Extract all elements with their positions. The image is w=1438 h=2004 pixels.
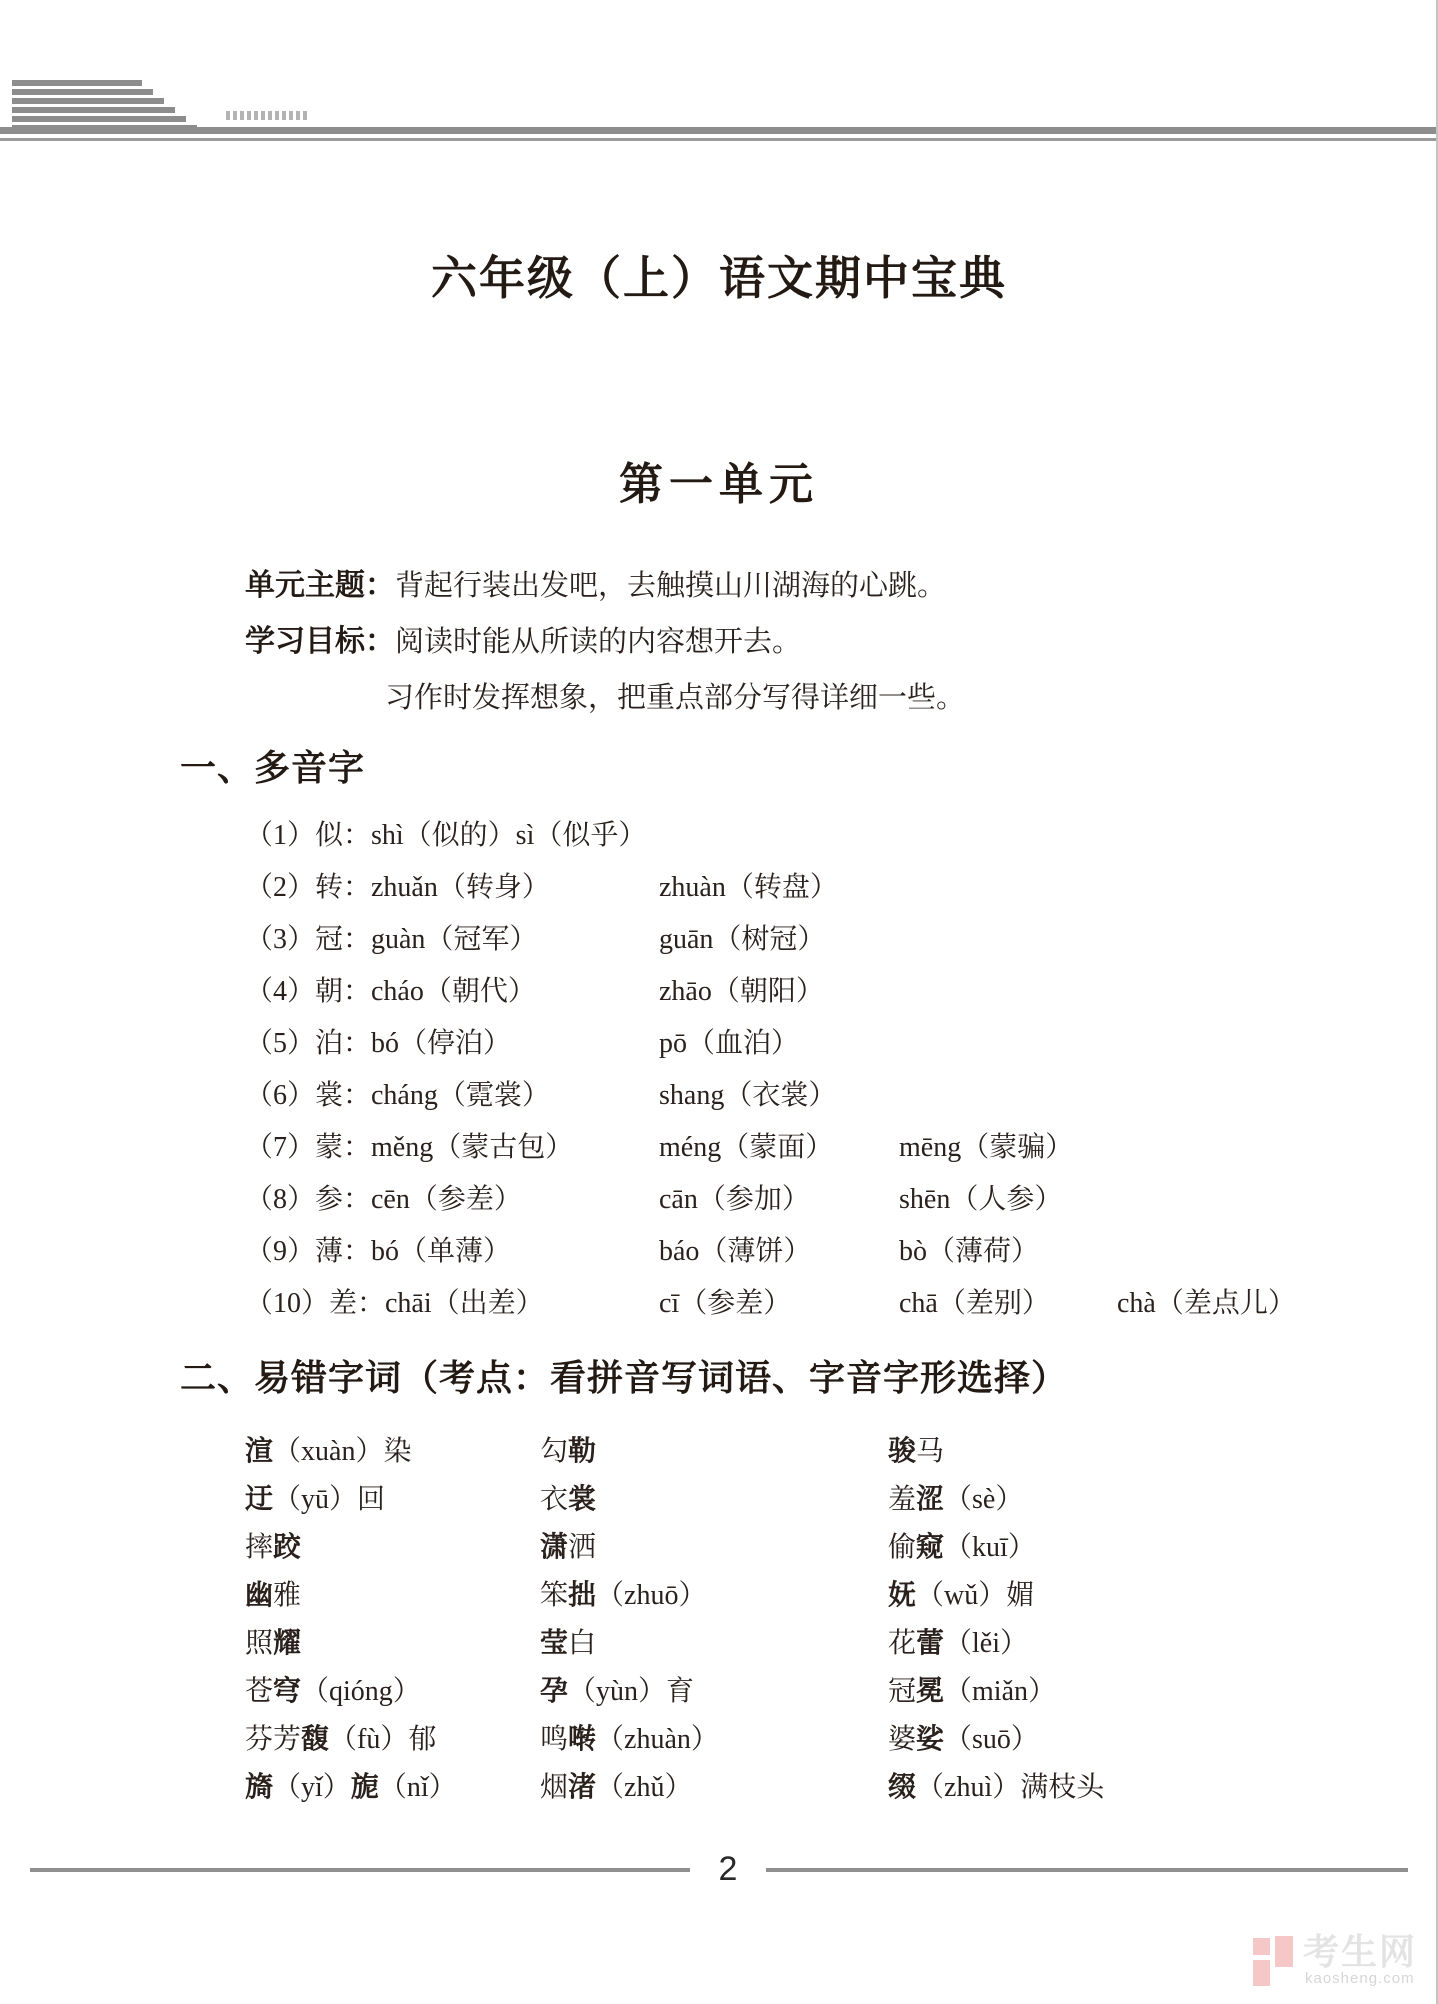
header-rule-thick bbox=[0, 127, 1438, 134]
page-number: 2 bbox=[718, 1850, 738, 1888]
unit-theme-line bbox=[245, 558, 1345, 614]
word-row bbox=[245, 1572, 1415, 1620]
watermark-domain: kaosheng.com bbox=[1305, 1970, 1415, 1987]
word-item: 笨拙（zhuō） bbox=[540, 1580, 707, 1611]
logo-block bbox=[1275, 1936, 1293, 1967]
polyphone-item bbox=[245, 862, 1415, 914]
word-item: 旖（yǐ）旎（nǐ） bbox=[245, 1772, 457, 1803]
word-row bbox=[245, 1476, 1415, 1524]
header-stripe bbox=[12, 98, 164, 104]
learning-goal-line bbox=[245, 614, 1345, 670]
polyphone-reading: zhuàn（转盘） bbox=[659, 872, 838, 903]
header-stripe bbox=[12, 80, 142, 86]
word-item: 偷窥（kuī） bbox=[888, 1532, 1036, 1563]
word-item: 衣裳 bbox=[540, 1484, 597, 1515]
word-item: 孕（yùn）育 bbox=[540, 1676, 695, 1707]
word-row bbox=[245, 1716, 1415, 1764]
polyphone-reading: （10）差：chāi（出差） bbox=[245, 1288, 544, 1319]
word-item: 骏马 bbox=[888, 1436, 945, 1467]
polyphone-reading: guān（树冠） bbox=[659, 924, 826, 955]
polyphone-reading: （6）裳：cháng（霓裳） bbox=[245, 1080, 550, 1111]
header-stripe bbox=[12, 89, 153, 95]
page-title: 六年级（上）语文期中宝典 bbox=[431, 252, 1007, 304]
word-row bbox=[245, 1620, 1415, 1668]
watermark-brand: 考生网 bbox=[1303, 1931, 1418, 1972]
header-rule-thin bbox=[0, 138, 1438, 141]
word-item: 摔跤 bbox=[245, 1532, 302, 1563]
polyphone-reading: shēn（人参） bbox=[899, 1184, 1063, 1215]
header-fine-print bbox=[226, 111, 308, 120]
learning-goal-label: 学习目标： bbox=[245, 625, 395, 658]
unit-theme-text: 背起行装出发吧，去触摸山川湖海的心跳。 bbox=[395, 570, 947, 602]
polyphone-reading: chā（差别） bbox=[899, 1288, 1050, 1319]
word-item: 缀（zhuì）满枝头 bbox=[888, 1772, 1105, 1803]
word-item: 迂（yū）回 bbox=[245, 1484, 386, 1515]
unit-theme-label: 单元主题： bbox=[245, 569, 395, 602]
polyphone-item bbox=[245, 914, 1415, 966]
word-item: 莹白 bbox=[540, 1628, 597, 1659]
section1-heading: 一、多音字 bbox=[180, 748, 366, 788]
logo-block bbox=[1253, 1960, 1270, 1986]
unit-title: 第一单元 bbox=[619, 460, 819, 509]
word-item: 芬芳馥（fù）郁 bbox=[245, 1724, 437, 1755]
word-item: 照耀 bbox=[245, 1628, 302, 1659]
polyphone-reading: （4）朝：cháo（朝代） bbox=[245, 976, 536, 1007]
word-grid bbox=[245, 1428, 1415, 1812]
polyphone-reading: báo（薄饼） bbox=[659, 1236, 812, 1267]
polyphone-item bbox=[245, 1122, 1415, 1174]
word-row bbox=[245, 1428, 1415, 1476]
polyphone-reading: （5）泊：bó（停泊） bbox=[245, 1028, 512, 1059]
section2-heading: 二、易错字词（考点：看拼音写词语、字音字形选择） bbox=[180, 1358, 1069, 1398]
kaosheng-logo-icon bbox=[1253, 1936, 1295, 1986]
polyphone-reading: méng（蒙面） bbox=[659, 1132, 834, 1163]
polyphone-list bbox=[245, 810, 1415, 1330]
word-item: 花蕾（lěi） bbox=[888, 1628, 1029, 1659]
polyphone-reading: cī（参差） bbox=[659, 1288, 792, 1319]
polyphone-reading: mēng（蒙骗） bbox=[899, 1132, 1074, 1163]
header-stripe bbox=[12, 107, 175, 113]
word-item: 羞涩（sè） bbox=[888, 1484, 1024, 1515]
word-item: 幽雅 bbox=[245, 1580, 302, 1611]
kaosheng-watermark bbox=[1253, 1931, 1423, 1992]
word-item: 冠冕（miǎn） bbox=[888, 1676, 1057, 1707]
footer-rule-right bbox=[766, 1868, 1408, 1872]
word-item: 妩（wǔ）媚 bbox=[888, 1580, 1035, 1611]
word-item: 苍穹（qióng） bbox=[245, 1676, 421, 1707]
word-item: 烟渚（zhǔ） bbox=[540, 1772, 693, 1803]
word-item: 潇洒 bbox=[540, 1532, 597, 1563]
polyphone-reading: zhāo（朝阳） bbox=[659, 976, 824, 1007]
polyphone-item bbox=[245, 1174, 1415, 1226]
word-item: 婆娑（suō） bbox=[888, 1724, 1039, 1755]
polyphone-reading: （9）薄：bó（单薄） bbox=[245, 1236, 512, 1267]
polyphone-reading: （7）蒙：měng（蒙古包） bbox=[245, 1132, 574, 1163]
polyphone-reading: （8）参：cēn（参差） bbox=[245, 1184, 522, 1215]
polyphone-reading: pō（血泊） bbox=[659, 1028, 800, 1059]
word-row bbox=[245, 1668, 1415, 1716]
polyphone-reading: cān（参加） bbox=[659, 1184, 810, 1215]
word-row bbox=[245, 1764, 1415, 1812]
logo-block bbox=[1253, 1938, 1270, 1955]
polyphone-item bbox=[245, 1018, 1415, 1070]
learning-goal-text-2: 习作时发挥想象，把重点部分写得详细一些。 bbox=[385, 682, 966, 714]
polyphone-reading: （1）似：shì（似的）sì（似乎） bbox=[245, 820, 647, 851]
polyphone-reading: chà（差点儿） bbox=[1117, 1288, 1296, 1319]
polyphone-reading: （3）冠：guàn（冠军） bbox=[245, 924, 538, 955]
learning-goal-line-2 bbox=[245, 670, 1345, 726]
word-item: 勾勒 bbox=[540, 1436, 597, 1467]
polyphone-reading: （2）转：zhuǎn（转身） bbox=[245, 872, 550, 903]
word-row bbox=[245, 1524, 1415, 1572]
header-stripe bbox=[12, 116, 186, 122]
polyphone-item bbox=[245, 810, 1415, 862]
polyphone-item bbox=[245, 966, 1415, 1018]
unit-meta bbox=[245, 558, 1345, 726]
polyphone-item bbox=[245, 1278, 1415, 1330]
learning-goal-text-1: 阅读时能从所读的内容想开去。 bbox=[395, 626, 802, 658]
polyphone-reading: shang（衣裳） bbox=[659, 1080, 837, 1111]
polyphone-item bbox=[245, 1226, 1415, 1278]
word-item: 渲（xuàn）染 bbox=[245, 1436, 412, 1467]
polyphone-reading: bò（薄荷） bbox=[899, 1236, 1040, 1267]
polyphone-item bbox=[245, 1070, 1415, 1122]
header-stripe-decoration bbox=[12, 80, 197, 134]
word-item: 鸣啭（zhuàn） bbox=[540, 1724, 719, 1755]
footer-rule-left bbox=[30, 1868, 690, 1872]
